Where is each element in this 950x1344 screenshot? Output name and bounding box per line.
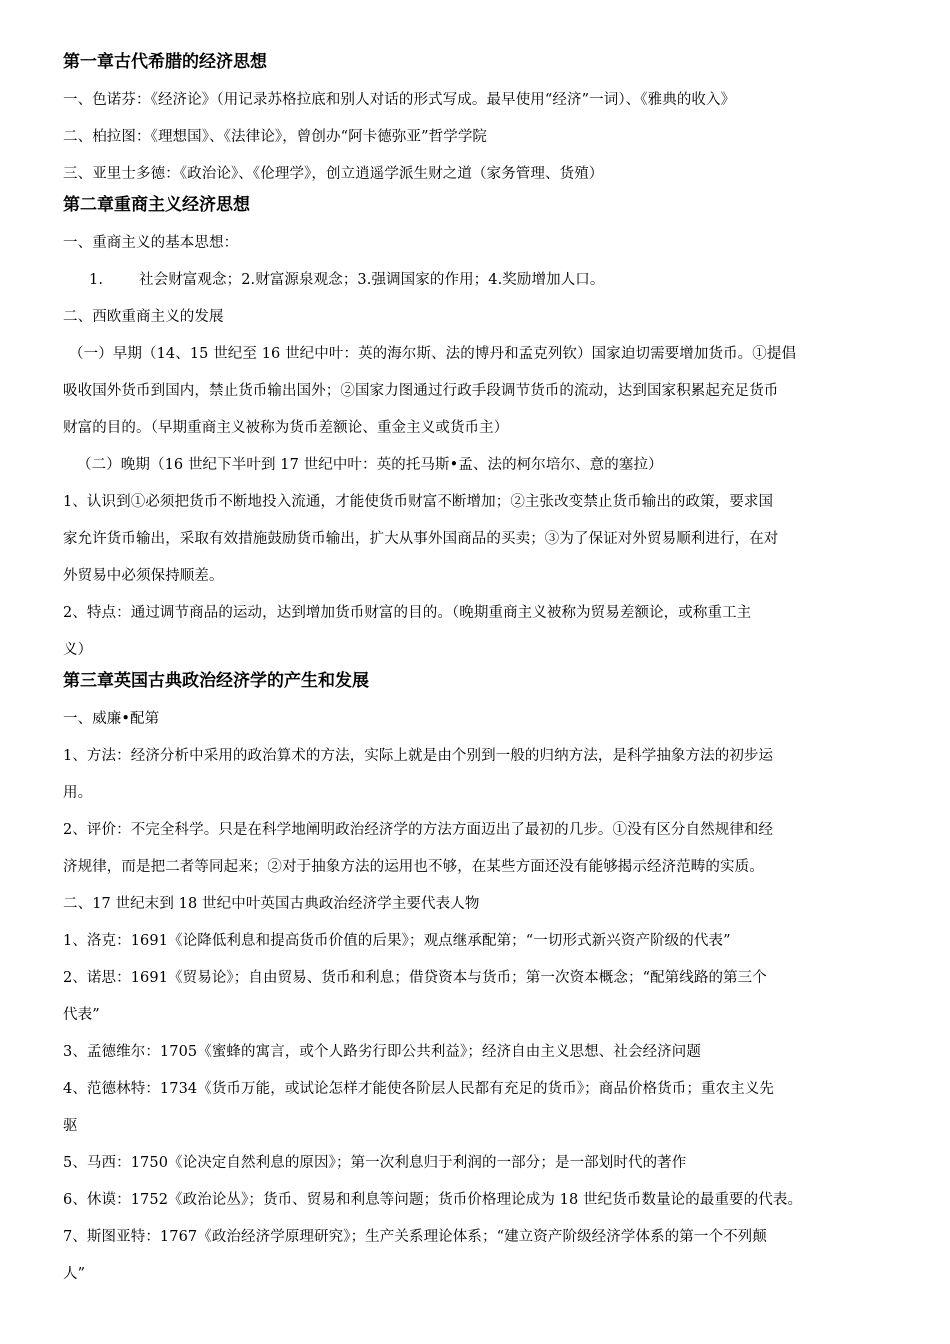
chapter2-section-heading: 二、西欧重商主义的发展 [63,309,224,325]
chapter3-line: 二、17 世纪末到 18 世纪中叶英国古典政治经济学主要代表人物 [63,896,480,912]
chapter2-early-line: 吸收国外货币到国内，禁止货币输出国外；②国家力图通过行政手段调节货币的流动，达到国家积累起充足货币 [63,383,779,399]
document-page [63,50,913,1293]
chapter2-late-line: 义） [63,642,93,658]
list-number: 1. [89,272,104,288]
chapter2-late-line: 2、特点：通过调节商品的运动，达到增加货币财富的目的。（晚期重商主义被称为贸易差额论，或称重工主 [63,605,752,621]
chapter2-early-line: （一）早期（14、15 世纪至 16 世纪中叶：英的海尔斯、法的博丹和孟克列钦）国家迫切需要增加货币。①提倡 [69,346,797,362]
chapter3-line: 6、休谟：1752《政治论丛》；货币、贸易和利息等问题；货币价格理论成为 18 世纪货币数量论的最重要的代表。 [63,1192,803,1208]
chapter2-early-line: 财富的目的。（早期重商主义被称为货币差额论、重金主义或货币主） [63,420,509,436]
chapter2-list-item [63,262,913,299]
chapter3-line: 用。 [63,785,93,801]
chapter3-line: 一、威廉•配第 [63,711,160,727]
chapter1-line: 一、色诺芬：《经济论》（用记录苏格拉底和别人对话的形式写成。最早使用“经济”一词）、《雅典的收入》 [63,92,736,108]
chapter3-line: 驱 [63,1118,78,1134]
chapter1-title: 第一章古代希腊的经济思想 [63,52,267,72]
list-text: 社会财富观念；2.财富源泉观念；3.强调国家的作用；4.奖励增加人口。 [139,272,605,288]
chapter3-line: 3、孟德维尔：1705《蜜蜂的寓言，或个人路劣行即公共利益》；经济自由主义思想、社会经济问题 [63,1044,701,1060]
chapter2-title: 第二章重商主义经济思想 [63,195,250,215]
chapter3-line: 4、范德林特：1734《货币万能，或试论怎样才能使各阶层人民都有充足的货币》；商品价格货币；重农主义先 [63,1081,774,1097]
chapter1-line: 二、柏拉图：《理想国》、《法律论》，曾创办“阿卡德弥亚”哲学学院 [63,129,488,145]
chapter3-line: 5、马西：1750《论决定自然利息的原因》；第一次利息归于利润的一部分；是一部划时代的著作 [63,1155,687,1171]
chapter1-line: 三、亚里士多德：《政治论》、《伦理学》，创立逍遥学派生财之道（家务管理、货殖） [63,166,604,182]
chapter3-line: 2、诺思：1691《贸易论》；自由贸易、货币和利息；借贷资本与货币；第一次资本概念；“配第线路的第三个 [63,970,767,986]
chapter3-line: 7、斯图亚特：1767《政治经济学原理研究》；生产关系理论体系；“建立资产阶级经济学体系的第一个不列颠 [63,1229,767,1245]
chapter2-section-heading: 一、重商主义的基本思想： [63,235,239,251]
chapter3-line: 人” [63,1266,86,1282]
chapter3-line: 济规律，而是把二者等同起来；②对于抽象方法的运用也不够，在某些方面还没有能够揭示经济范畴的实质。 [63,859,764,875]
chapter3-line: 2、评价：不完全科学。只是在科学地阐明政治经济学的方法方面迈出了最初的几步。①没有区分自然规律和经 [63,822,774,838]
chapter2-late-line: 家允许货币输出，采取有效措施鼓励货币输出，扩大从事外国商品的买卖；③为了保证对外贸易顺利进行，在对 [63,531,779,547]
chapter3-line: 1、洛克：1691《论降低利息和提高货币价值的后果》；观点继承配第；“一切形式新兴资产阶级的代表” [63,933,731,949]
chapter2-late-heading: （二）晚期（16 世纪下半叶到 17 世纪中叶：英的托马斯•孟、法的柯尔培尔、意的塞拉） [77,457,663,473]
chapter3-line: 代表” [63,1007,100,1023]
chapter3-line: 1、方法：经济分析中采用的政治算术的方法，实际上就是由个别到一般的归纳方法，是科学抽象方法的初步运 [63,748,774,764]
chapter3-title: 第三章英国古典政治经济学的产生和发展 [63,671,369,691]
chapter2-late-line: 外贸易中必须保持顺差。 [63,568,224,584]
chapter2-late-line: 1、认识到①必须把货币不断地投入流通，才能使货币财富不断增加；②主张改变禁止货币输出的政策，要求国 [63,494,774,510]
